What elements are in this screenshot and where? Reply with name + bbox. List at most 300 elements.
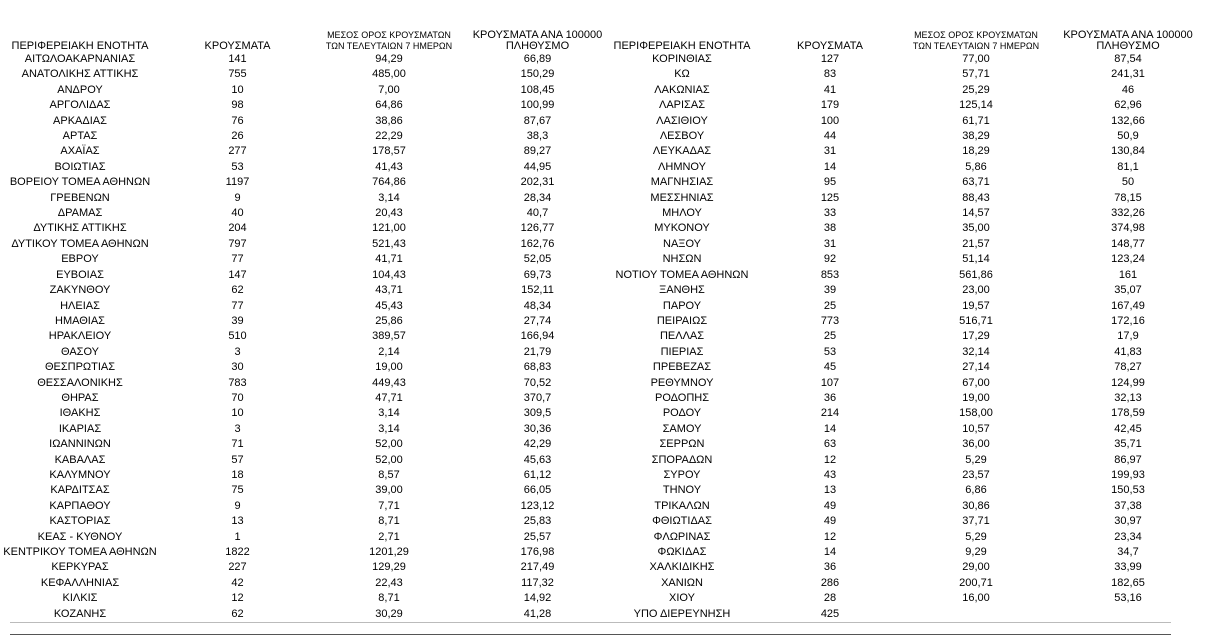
table-row xyxy=(0,252,612,267)
cell-cases: 14 xyxy=(823,422,837,435)
cell-cases: 12 xyxy=(823,453,837,466)
cell-name: ΡΟΔΟΠΗΣ xyxy=(654,391,710,404)
cell-rate: 178,59 xyxy=(1111,407,1145,420)
cell-rate: 148,77 xyxy=(1111,237,1145,250)
cell-cases: 49 xyxy=(823,499,837,512)
cell-avg7: 764,86 xyxy=(372,176,406,189)
cell-name: ΖΑΚΥΝΘΟΥ xyxy=(49,284,111,297)
table-row xyxy=(604,591,1204,606)
table-row xyxy=(604,67,1204,82)
table-row xyxy=(0,67,612,82)
cell-name: ΣΥΡΟΥ xyxy=(663,468,701,481)
cell-rate: 166,94 xyxy=(520,330,555,343)
cell-cases: 125 xyxy=(820,191,840,204)
table-row xyxy=(604,514,1204,529)
cell-avg7: 43,71 xyxy=(375,284,403,297)
cell-name: ΗΛΕΙΑΣ xyxy=(60,299,100,312)
cell-cases: 70 xyxy=(231,391,244,404)
cell-cases: 797 xyxy=(228,237,247,250)
cell-cases: 30 xyxy=(231,361,244,374)
table-header-row xyxy=(0,22,612,52)
table-row xyxy=(0,360,612,375)
cell-cases: 49 xyxy=(823,515,837,528)
cell-cases: 92 xyxy=(823,253,837,266)
cell-name: ΘΗΡΑΣ xyxy=(61,391,99,404)
cell-cases: 277 xyxy=(228,145,247,158)
cell-avg7: 8,71 xyxy=(378,515,400,528)
table-row xyxy=(0,591,612,606)
cell-cases: 39 xyxy=(231,314,244,327)
cell-name: ΑΝΔΡΟΥ xyxy=(57,83,103,96)
cell-cases: 1 xyxy=(234,530,241,543)
cell-avg7: 125,14 xyxy=(959,99,993,112)
cell-cases: 31 xyxy=(823,237,837,250)
cell-name: ΛΕΥΚΑΔΑΣ xyxy=(652,145,712,158)
cell-avg7: 67,00 xyxy=(962,376,990,389)
cell-avg7: 129,29 xyxy=(372,561,406,574)
table-row xyxy=(604,191,1204,206)
cell-name: ΙΘΑΚΗΣ xyxy=(59,407,101,420)
table-row xyxy=(0,52,612,67)
table-row xyxy=(604,560,1204,575)
cell-cases: 45 xyxy=(823,361,837,374)
cell-cases: 100 xyxy=(820,114,840,127)
cell-avg7: 6,86 xyxy=(965,484,987,497)
cell-name: ΚΕΡΚΥΡΑΣ xyxy=(51,561,109,574)
table-row xyxy=(604,175,1204,190)
table-row xyxy=(604,160,1204,175)
table-row xyxy=(604,114,1204,129)
cell-avg7: 20,43 xyxy=(375,207,403,220)
cell-rate: 30,97 xyxy=(1114,515,1142,528)
cell-rate: 182,65 xyxy=(1111,576,1145,589)
cell-name: ΦΩΚΙΔΑΣ xyxy=(657,546,707,558)
cell-rate: 30,36 xyxy=(523,422,552,435)
cell-rate: 40,7 xyxy=(526,207,549,220)
table-row xyxy=(604,206,1204,221)
cell-name: ΤΡΙΚΑΛΩΝ xyxy=(654,499,710,512)
cell-avg7: 200,71 xyxy=(959,576,993,589)
cell-cases: 26 xyxy=(231,130,244,143)
cell-name: ΠΕΛΛΑΣ xyxy=(659,330,705,343)
table-row xyxy=(0,329,612,344)
cell-avg7: 29,00 xyxy=(962,561,990,574)
cell-name: ΚΕΝΤΡΙΚΟΥ ΤΟΜΕΑ ΑΘΗΝΩΝ xyxy=(3,546,157,558)
cell-name: ΗΜΑΘΙΑΣ xyxy=(55,314,105,327)
table-row xyxy=(0,221,612,236)
cell-rate: 370,7 xyxy=(523,391,552,404)
cell-name: ΔΥΤΙΚΟΥ ΤΟΜΕΑ ΑΘΗΝΩΝ xyxy=(11,237,149,250)
cell-rate: 78,27 xyxy=(1114,361,1142,374)
cell-name: ΕΥΒΟΙΑΣ xyxy=(56,268,104,281)
cell-avg7: 19,00 xyxy=(375,361,403,374)
cell-cases: 3 xyxy=(234,345,241,358)
table-footer-divider xyxy=(10,622,1171,623)
cell-rate: 37,38 xyxy=(1114,499,1142,512)
cell-rate: 34,7 xyxy=(1117,546,1139,558)
cell-rate: 45,63 xyxy=(523,453,552,466)
cell-avg7: 22,29 xyxy=(375,130,403,143)
cell-avg7: 516,71 xyxy=(959,314,993,327)
cell-cases: 95 xyxy=(823,176,837,189)
cell-cases: 179 xyxy=(820,99,840,112)
cell-rate: 66,05 xyxy=(523,484,552,497)
cell-name: ΑΡΓΟΛΙΔΑΣ xyxy=(49,99,111,112)
cell-name: ΜΕΣΣΗΝΙΑΣ xyxy=(650,191,714,204)
table-row xyxy=(0,83,612,98)
cell-rate: 23,34 xyxy=(1114,530,1142,543)
cell-cases: 147 xyxy=(228,268,247,281)
cell-avg7: 2,71 xyxy=(378,530,400,543)
header-avg7 xyxy=(315,22,463,52)
cell-name: ΥΠΟ ΔΙΕΡΕΥΝΗΣΗ xyxy=(633,607,731,620)
cell-cases: 75 xyxy=(231,484,244,497)
cell-avg7: 17,29 xyxy=(962,330,990,343)
cell-avg7: 19,00 xyxy=(962,391,990,404)
table-row xyxy=(0,406,612,421)
cell-name: ΓΡΕΒΕΝΩΝ xyxy=(50,191,110,204)
cell-avg7: 25,29 xyxy=(962,83,990,96)
table-row xyxy=(0,345,612,360)
cell-avg7: 8,57 xyxy=(378,468,400,481)
cell-avg7: 3,14 xyxy=(378,191,400,204)
cell-cases: 83 xyxy=(823,68,837,81)
cell-rate: 217,49 xyxy=(520,561,555,574)
cell-avg7: 16,00 xyxy=(962,592,990,605)
cell-name: ΑΡΤΑΣ xyxy=(62,130,98,143)
cell-name: ΤΗΝΟΥ xyxy=(662,484,702,497)
table-row xyxy=(604,406,1204,421)
table-row xyxy=(0,237,612,252)
table-row xyxy=(0,191,612,206)
cell-cases: 141 xyxy=(228,53,247,65)
cell-name: ΛΕΣΒΟΥ xyxy=(659,130,705,143)
cell-rate: 14,92 xyxy=(523,592,552,605)
cell-name: ΝΗΣΩΝ xyxy=(662,253,702,266)
cell-cases: 38 xyxy=(823,222,837,235)
cell-rate: 69,73 xyxy=(523,268,552,281)
header-avg7-line1: ΜΕΣΟΣ ΟΡΟΣ ΚΡΟΥΣΜΑΤΩΝ xyxy=(914,30,1038,40)
cell-avg7: 41,43 xyxy=(375,160,403,173)
cell-cases: 43 xyxy=(823,468,837,481)
cell-avg7: 88,43 xyxy=(962,191,990,204)
cell-rate: 38,3 xyxy=(526,130,549,143)
cell-avg7: 30,29 xyxy=(375,607,403,620)
table-row xyxy=(0,422,612,437)
cell-name: ΚΕΦΑΛΛΗΝΙΑΣ xyxy=(40,576,120,589)
cell-avg7 xyxy=(900,607,1052,622)
cell-cases: 41 xyxy=(823,83,837,96)
header-avg7-line2: ΤΩΝ ΤΕΛΕΥΤΑΙΩΝ 7 ΗΜΕΡΩΝ xyxy=(325,41,453,51)
cell-rate: 33,99 xyxy=(1114,561,1142,574)
cell-name: ΒΟΙΩΤΙΑΣ xyxy=(54,160,106,173)
cell-avg7: 52,00 xyxy=(375,453,403,466)
cell-name: ΜΥΚΟΝΟΥ xyxy=(654,222,710,235)
cell-avg7: 2,14 xyxy=(378,345,400,358)
cell-rate: 130,84 xyxy=(1111,145,1145,158)
cell-name: ΦΛΩΡΙΝΑΣ xyxy=(653,530,711,543)
cell-cases: 44 xyxy=(823,130,837,143)
cell-avg7: 23,57 xyxy=(962,468,990,481)
cell-name: ΡΕΘΥΜΝΟΥ xyxy=(650,376,714,389)
table-row xyxy=(604,252,1204,267)
table-row xyxy=(0,391,612,406)
cell-rate: 32,13 xyxy=(1114,391,1142,404)
cell-name: ΚΙΛΚΙΣ xyxy=(62,592,98,605)
cell-name: ΚΑΡΠΑΘΟΥ xyxy=(49,499,111,512)
cell-cases: 71 xyxy=(231,438,244,451)
cell-rate: 62,96 xyxy=(1114,99,1142,112)
cell-rate: 108,45 xyxy=(520,83,555,96)
header-region: ΠΕΡΙΦΕΡΕΙΑΚΗ ΕΝΟΤΗΤΑ xyxy=(613,40,751,52)
table-row xyxy=(604,530,1204,545)
cell-name: ΜΗΛΟΥ xyxy=(662,207,702,220)
cell-avg7: 561,86 xyxy=(959,268,993,281)
table-row xyxy=(0,499,612,514)
header-region: ΠΕΡΙΦΕΡΕΙΑΚΗ ΕΝΟΤΗΤΑ xyxy=(11,40,149,52)
table-row xyxy=(604,483,1204,498)
cell-rate: 172,16 xyxy=(1111,314,1145,327)
table-row xyxy=(604,52,1204,67)
cell-rate: 48,34 xyxy=(523,299,552,312)
table-row xyxy=(0,299,612,314)
cell-avg7: 3,14 xyxy=(378,422,400,435)
cell-name: ΕΒΡΟΥ xyxy=(61,253,99,266)
cell-rate: 46 xyxy=(1121,83,1135,96)
cell-name: ΘΕΣΠΡΩΤΙΑΣ xyxy=(44,361,116,374)
table-row xyxy=(604,144,1204,159)
cell-avg7: 36,00 xyxy=(962,438,990,451)
header-cases: ΚΡΟΥΣΜΑΤΑ xyxy=(797,40,863,52)
right-table-body xyxy=(604,52,1204,622)
cell-name: ΛΑΚΩΝΙΑΣ xyxy=(654,83,710,96)
header-rate-line1: ΚΡΟΥΣΜΑΤΑ ΑΝΑ 100000 xyxy=(472,29,603,41)
cell-name: ΧΑΝΙΩΝ xyxy=(661,576,703,589)
cell-avg7: 7,00 xyxy=(378,83,400,96)
cell-cases: 42 xyxy=(231,576,244,589)
cell-cases: 13 xyxy=(231,515,244,528)
cell-rate: 162,76 xyxy=(520,237,555,250)
cell-avg7: 64,86 xyxy=(375,99,403,112)
cell-avg7: 32,14 xyxy=(962,345,990,358)
cell-rate: 309,5 xyxy=(523,407,552,420)
cell-avg7: 27,14 xyxy=(962,361,990,374)
cell-cases: 127 xyxy=(820,53,840,65)
cell-avg7: 485,00 xyxy=(372,68,406,81)
cell-cases: 425 xyxy=(820,607,840,620)
cell-cases: 783 xyxy=(228,376,247,389)
cell-rate: 87,67 xyxy=(523,114,552,127)
cell-avg7: 9,29 xyxy=(965,546,987,558)
cell-avg7: 21,57 xyxy=(962,237,990,250)
cell-rate: 41,28 xyxy=(523,607,552,620)
cell-rate: 150,53 xyxy=(1111,484,1145,497)
cell-cases: 107 xyxy=(820,376,840,389)
cell-rate: 35,07 xyxy=(1114,284,1142,297)
table-row xyxy=(0,144,612,159)
header-rate-line2: ΠΛΗΘΥΣΜΟ xyxy=(1096,40,1160,52)
table-row xyxy=(604,391,1204,406)
cell-cases: 10 xyxy=(231,407,244,420)
cell-rate: 123,24 xyxy=(1111,253,1145,266)
cell-name: ΘΑΣΟΥ xyxy=(60,345,100,358)
cell-name: ΛΗΜΝΟΥ xyxy=(658,160,706,173)
cell-cases: 98 xyxy=(231,99,244,112)
cell-rate: 50,9 xyxy=(1117,130,1139,143)
table-row xyxy=(604,283,1204,298)
cell-rate: 199,93 xyxy=(1111,468,1145,481)
header-avg7-line2: ΤΩΝ ΤΕΛΕΥΤΑΙΩΝ 7 ΗΜΕΡΩΝ xyxy=(912,41,1040,51)
cell-cases: 12 xyxy=(823,530,837,543)
cell-name: ΜΑΓΝΗΣΙΑΣ xyxy=(650,176,714,189)
cell-name: ΞΑΝΘΗΣ xyxy=(659,284,705,297)
cell-avg7: 37,71 xyxy=(962,515,990,528)
table-row xyxy=(0,514,612,529)
cell-rate: 78,15 xyxy=(1114,191,1142,204)
cell-avg7: 25,86 xyxy=(375,314,403,327)
cell-name: ΛΑΡΙΣΑΣ xyxy=(658,99,705,112)
cell-rate: 167,49 xyxy=(1111,299,1145,312)
table-row xyxy=(604,268,1204,283)
left-cases-table xyxy=(0,22,612,622)
table-row xyxy=(0,560,612,575)
cell-name: ΚΑΡΔΙΤΣΑΣ xyxy=(50,484,110,497)
cell-rate: 152,11 xyxy=(521,284,554,297)
cell-rate: 150,29 xyxy=(520,68,555,81)
cell-cases: 10 xyxy=(231,83,244,96)
cell-avg7: 23,00 xyxy=(962,284,990,297)
table-row xyxy=(0,483,612,498)
header-rate-line1: ΚΡΟΥΣΜΑΤΑ ΑΝΑ 100000 xyxy=(1063,29,1193,41)
cell-rate: 44,95 xyxy=(523,160,552,173)
cell-name: ΚΕΑΣ - ΚΥΘΝΟΥ xyxy=(37,530,123,543)
cell-name: ΔΡΑΜΑΣ xyxy=(57,207,103,220)
left-table-body xyxy=(0,52,612,622)
table-row xyxy=(604,437,1204,452)
table-row xyxy=(0,576,612,591)
table-row xyxy=(604,221,1204,236)
cell-rate: 50 xyxy=(1121,176,1135,189)
table-row xyxy=(0,268,612,283)
cell-name: ΣΠΟΡΑΔΩΝ xyxy=(651,453,713,466)
cell-avg7: 10,57 xyxy=(962,422,990,435)
cell-name: ΙΩΑΝΝΙΝΩΝ xyxy=(49,438,111,451)
cell-name: ΦΘΙΩΤΙΔΑΣ xyxy=(652,515,712,528)
table-row xyxy=(0,129,612,144)
cell-rate: 126,77 xyxy=(520,222,555,235)
cell-avg7: 521,43 xyxy=(372,237,406,250)
cell-avg7: 39,00 xyxy=(375,484,403,497)
cell-rate: 21,79 xyxy=(523,345,552,358)
cell-cases: 286 xyxy=(820,576,840,589)
cell-avg7: 104,43 xyxy=(372,268,406,281)
cell-cases: 36 xyxy=(823,391,837,404)
table-row xyxy=(604,545,1204,560)
cell-cases: 53 xyxy=(231,160,244,173)
cell-cases: 1822 xyxy=(225,546,250,558)
cell-rate: 124,99 xyxy=(1111,376,1145,389)
table-row xyxy=(0,607,612,622)
cell-rate: 176,98 xyxy=(520,546,555,558)
cell-avg7: 38,86 xyxy=(375,114,403,127)
cell-rate: 241,31 xyxy=(1111,68,1145,81)
cell-avg7: 158,00 xyxy=(959,407,993,420)
table-row xyxy=(604,360,1204,375)
cell-name: ΒΟΡΕΙΟΥ ΤΟΜΕΑ ΑΘΗΝΩΝ xyxy=(9,176,151,189)
cell-cases: 9 xyxy=(234,191,241,204)
cell-rate: 161 xyxy=(1118,268,1138,281)
cell-avg7: 7,71 xyxy=(378,499,400,512)
cell-cases: 14 xyxy=(823,546,837,558)
cell-avg7: 19,57 xyxy=(962,299,990,312)
cell-avg7: 18,29 xyxy=(962,145,990,158)
cell-cases: 77 xyxy=(231,253,244,266)
cell-rate: 42,45 xyxy=(1114,422,1142,435)
cell-rate: 25,83 xyxy=(523,515,552,528)
table-row xyxy=(604,468,1204,483)
cell-avg7: 5,86 xyxy=(965,160,987,173)
cell-avg7: 5,29 xyxy=(965,453,987,466)
table-row xyxy=(604,129,1204,144)
header-avg7 xyxy=(900,22,1052,52)
table-row xyxy=(0,206,612,221)
cell-avg7: 45,43 xyxy=(375,299,403,312)
cell-cases: 773 xyxy=(820,314,840,327)
cell-rate: 332,26 xyxy=(1111,207,1145,220)
table-row xyxy=(0,376,612,391)
cell-rate: 28,34 xyxy=(523,191,552,204)
cell-name: ΠΙΕΡΙΑΣ xyxy=(660,345,704,358)
cell-cases: 39 xyxy=(823,284,837,297)
cell-avg7: 14,57 xyxy=(962,207,990,220)
cell-rate: 70,52 xyxy=(523,376,552,389)
cell-avg7: 41,71 xyxy=(375,253,403,266)
cell-cases: 1197 xyxy=(225,176,250,189)
cell-name: ΛΑΣΙΘΙΟΥ xyxy=(656,114,708,127)
cell-cases: 31 xyxy=(823,145,837,158)
cell-rate: 35,71 xyxy=(1114,438,1142,451)
cell-rate: 25,57 xyxy=(523,530,552,543)
cell-cases: 40 xyxy=(231,207,244,220)
table-row xyxy=(604,98,1204,113)
cell-rate: 27,74 xyxy=(523,314,552,327)
cell-cases: 227 xyxy=(228,561,247,574)
table-row xyxy=(0,114,612,129)
cell-cases: 62 xyxy=(231,284,244,297)
cell-cases: 36 xyxy=(823,561,837,574)
cell-avg7: 51,14 xyxy=(962,253,990,266)
table-row xyxy=(0,453,612,468)
cell-rate: 81,1 xyxy=(1117,160,1139,173)
cell-cases: 3 xyxy=(234,422,241,435)
table-row xyxy=(0,530,612,545)
cell-avg7: 8,71 xyxy=(378,592,400,605)
cell-rate xyxy=(1052,607,1204,622)
cell-avg7: 121,00 xyxy=(372,222,406,235)
cell-avg7: 178,57 xyxy=(372,145,406,158)
cell-cases: 63 xyxy=(823,438,837,451)
header-rate xyxy=(1052,22,1204,52)
cell-rate: 100,99 xyxy=(520,99,555,112)
table-row xyxy=(0,545,612,560)
table-row xyxy=(604,345,1204,360)
cell-avg7: 449,43 xyxy=(372,376,406,389)
cell-name: ΑΧΑΪΑΣ xyxy=(60,145,100,158)
cell-name: ΚΑΒΑΛΑΣ xyxy=(54,453,106,466)
table-header-row xyxy=(604,22,1204,52)
table-row xyxy=(604,422,1204,437)
cell-name: ΗΡΑΚΛΕΙΟΥ xyxy=(48,330,112,343)
